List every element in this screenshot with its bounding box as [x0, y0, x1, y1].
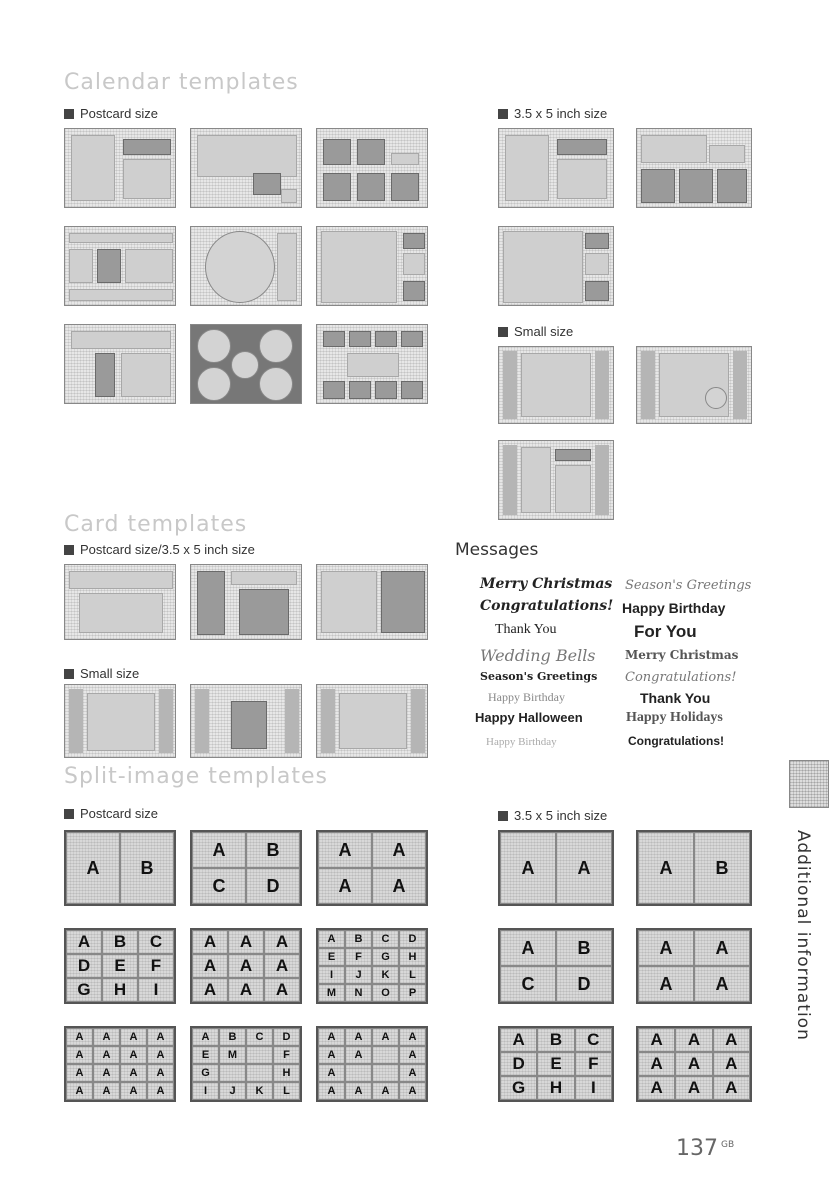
page-number [676, 1136, 734, 1161]
bullet-square-icon [64, 109, 74, 119]
split-cell-label: A [147, 1028, 174, 1046]
split-cell-label: A [192, 954, 228, 978]
split-cell-label: C [192, 868, 246, 904]
split-cell-label: A [318, 930, 345, 948]
split-cell-label: A [372, 868, 426, 904]
card-template-thumbnail [64, 684, 176, 758]
split-template-thumbnail [498, 1026, 614, 1102]
split-cell-label: B [219, 1028, 246, 1046]
bullet-square-icon [498, 109, 508, 119]
split-cell-label: A [345, 1082, 372, 1100]
split-cell-label: E [102, 954, 138, 978]
calendar-template-thumbnail [316, 128, 428, 208]
calendar-template-thumbnail [316, 324, 428, 404]
split-cell-label: A [120, 1064, 147, 1082]
bullet-square-icon [498, 811, 508, 821]
split-cell-label: A [399, 1028, 426, 1046]
message-item: Thank You [640, 690, 711, 706]
split-cell-label: A [713, 1028, 750, 1052]
card-template-thumbnail [64, 564, 176, 640]
split-cell-label: A [694, 966, 750, 1002]
split-cell-label: H [273, 1064, 300, 1082]
split-cell-label: B [537, 1028, 574, 1052]
split-cell-label: A [192, 930, 228, 954]
split-cell-label [219, 1064, 246, 1082]
calendar-template-thumbnail [190, 226, 302, 306]
message-item: Happy Birthday [488, 690, 565, 704]
split-cell-label: A [120, 1028, 147, 1046]
split-cell-label: A [638, 966, 694, 1002]
split-cell-label: A [694, 930, 750, 966]
split-template-thumbnail [316, 1026, 428, 1102]
calendar-template-thumbnail [636, 128, 752, 208]
split-cell-label: M [219, 1046, 246, 1064]
split-template-thumbnail [636, 1026, 752, 1102]
message-item: Happy Birthday [486, 736, 557, 748]
message-item: Season's Greetings [625, 578, 752, 593]
split-cell-label: B [556, 930, 612, 966]
split-cell-label: B [694, 832, 750, 904]
calendar-small-label [498, 324, 573, 339]
split-cell-label: A [638, 1028, 675, 1052]
messages-title: Messages [455, 540, 539, 560]
split-cell-label: A [264, 954, 300, 978]
split-cell-label: A [713, 1076, 750, 1100]
calendar-templates-title: Calendar templates [64, 70, 299, 95]
split-cell-label: A [675, 1028, 712, 1052]
message-item: Happy Holidays [626, 710, 723, 725]
split-cell-label: A [713, 1052, 750, 1076]
split-cell-label: A [93, 1028, 120, 1046]
split-cell-label: D [66, 954, 102, 978]
message-item: Congratulations! [625, 670, 737, 685]
split-cell-label: C [575, 1028, 612, 1052]
split-postcard-label [64, 806, 158, 821]
split-template-thumbnail [190, 928, 302, 1004]
bullet-square-icon [498, 327, 508, 337]
split-cell-label: A [556, 832, 612, 904]
card-small-label [64, 666, 139, 681]
split-cell-label: I [192, 1082, 219, 1100]
split-cell-label: A [93, 1046, 120, 1064]
message-item: Season's Greetings [480, 670, 598, 683]
message-item: Thank You [495, 622, 557, 637]
split-template-thumbnail [316, 830, 428, 906]
calendar-template-thumbnail [190, 128, 302, 208]
split-cell-label: C [246, 1028, 273, 1046]
split-cell-label: N [345, 984, 372, 1002]
split-cell-label: L [399, 966, 426, 984]
calendar-template-thumbnail [498, 128, 614, 208]
split-cell-label: C [500, 966, 556, 1002]
split-cell-label: A [120, 1046, 147, 1064]
split-cell-label: A [93, 1064, 120, 1082]
split-cell-label: P [399, 984, 426, 1002]
card-templates-title: Card templates [64, 512, 248, 537]
split-template-thumbnail [190, 1026, 302, 1102]
calendar-template-thumbnail [498, 440, 614, 520]
message-item: Congratulations! [628, 734, 724, 748]
split-cell-label: A [318, 1046, 345, 1064]
split-cell-label: A [66, 1064, 93, 1082]
split-cell-label: F [575, 1052, 612, 1076]
split-cell-label: D [556, 966, 612, 1002]
calendar-template-thumbnail [64, 226, 176, 306]
split-inch-label [498, 808, 607, 823]
split-cell-label: A [500, 930, 556, 966]
split-cell-label: F [273, 1046, 300, 1064]
card-small-label-text: Small size [80, 666, 140, 681]
split-cell-label: A [93, 1082, 120, 1100]
split-cell-label: L [273, 1082, 300, 1100]
split-cell-label: D [273, 1028, 300, 1046]
split-cell-label: I [318, 966, 345, 984]
split-template-thumbnail [64, 1026, 176, 1102]
split-cell-label: A [500, 1028, 537, 1052]
split-cell-label: A [318, 832, 372, 868]
split-template-thumbnail [190, 830, 302, 906]
page-suffix: GB [721, 1140, 735, 1150]
split-cell-label: A [345, 1028, 372, 1046]
split-cell-label: A [318, 1082, 345, 1100]
split-cell-label: M [318, 984, 345, 1002]
split-cell-label: C [372, 930, 399, 948]
split-cell-label: E [192, 1046, 219, 1064]
split-cell-label: J [219, 1082, 246, 1100]
split-template-thumbnail [64, 830, 176, 906]
split-cell-label: A [192, 978, 228, 1002]
calendar-small-label-text: Small size [514, 324, 574, 339]
split-cell-label: A [399, 1082, 426, 1100]
split-cell-label: B [345, 930, 372, 948]
split-cell-label: F [138, 954, 174, 978]
split-cell-label: A [147, 1082, 174, 1100]
message-item: Wedding Bells [480, 646, 596, 665]
split-cell-label: A [147, 1064, 174, 1082]
split-cell-label: A [318, 1064, 345, 1082]
split-cell-label: A [66, 1046, 93, 1064]
split-cell-label: A [228, 930, 264, 954]
split-template-thumbnail [498, 928, 614, 1004]
message-item: Merry Christmas [480, 576, 613, 592]
split-cell-label [246, 1064, 273, 1082]
split-cell-label: K [246, 1082, 273, 1100]
split-cell-label: A [66, 1028, 93, 1046]
split-cell-label: B [102, 930, 138, 954]
split-cell-label: A [638, 832, 694, 904]
page-number-value: 137 [676, 1136, 718, 1161]
split-cell-label: K [372, 966, 399, 984]
split-cell-label: E [318, 948, 345, 966]
side-section-label: Additional information [793, 830, 813, 1041]
split-cell-label: A [500, 832, 556, 904]
split-cell-label: B [246, 832, 300, 868]
split-cell-label: A [675, 1052, 712, 1076]
split-cell-label: G [66, 978, 102, 1002]
bullet-square-icon [64, 545, 74, 555]
card-postcard-label [64, 542, 255, 557]
split-cell-label: G [500, 1076, 537, 1100]
split-cell-label [372, 1046, 399, 1064]
split-cell-label: A [675, 1076, 712, 1100]
split-cell-label: I [138, 978, 174, 1002]
split-cell-label: D [246, 868, 300, 904]
split-cell-label: D [500, 1052, 537, 1076]
split-cell-label: A [66, 1082, 93, 1100]
split-template-thumbnail [64, 928, 176, 1004]
calendar-template-thumbnail [498, 226, 614, 306]
split-cell-label: G [372, 948, 399, 966]
split-cell-label: A [638, 1076, 675, 1100]
calendar-postcard-label [64, 106, 158, 121]
split-cell-label: H [102, 978, 138, 1002]
split-cell-label: A [372, 1028, 399, 1046]
calendar-template-thumbnail [64, 324, 176, 404]
message-item: Congratulations! [480, 598, 614, 614]
split-cell-label: A [228, 978, 264, 1002]
section-tab-marker [789, 760, 829, 808]
split-cell-label: A [192, 1028, 219, 1046]
split-cell-label: A [638, 930, 694, 966]
bullet-square-icon [64, 669, 74, 679]
split-template-thumbnail [316, 928, 428, 1004]
split-cell-label: A [192, 832, 246, 868]
calendar-inch-label-text: 3.5 x 5 inch size [514, 106, 608, 121]
split-cell-label: A [345, 1046, 372, 1064]
split-cell-label: A [66, 832, 120, 904]
card-postcard-label-text: Postcard size/3.5 x 5 inch size [80, 542, 255, 557]
split-cell-label [345, 1064, 372, 1082]
split-cell-label: A [120, 1082, 147, 1100]
split-cell-label: A [228, 954, 264, 978]
split-cell-label: O [372, 984, 399, 1002]
split-cell-label: I [575, 1076, 612, 1100]
split-cell-label: B [120, 832, 174, 904]
card-template-thumbnail [316, 684, 428, 758]
split-cell-label: A [372, 832, 426, 868]
split-cell-label: A [638, 1052, 675, 1076]
split-templates-title: Split-image templates [64, 764, 329, 789]
split-cell-label: A [147, 1046, 174, 1064]
calendar-template-thumbnail [498, 346, 614, 424]
split-cell-label: A [318, 868, 372, 904]
split-cell-label: J [345, 966, 372, 984]
split-cell-label: H [399, 948, 426, 966]
card-template-thumbnail [316, 564, 428, 640]
split-postcard-label-text: Postcard size [80, 806, 159, 821]
split-cell-label: A [264, 930, 300, 954]
bullet-square-icon [64, 809, 74, 819]
card-template-thumbnail [190, 684, 302, 758]
split-cell-label: A [264, 978, 300, 1002]
calendar-postcard-label-text: Postcard size [80, 106, 159, 121]
split-cell-label: A [372, 1082, 399, 1100]
split-cell-label [372, 1064, 399, 1082]
split-cell-label: A [318, 1028, 345, 1046]
calendar-template-thumbnail [64, 128, 176, 208]
split-cell-label: D [399, 930, 426, 948]
calendar-inch-label [498, 106, 607, 121]
message-item: Happy Birthday [622, 600, 726, 616]
split-cell-label: C [138, 930, 174, 954]
split-template-thumbnail [636, 928, 752, 1004]
split-cell-label: A [399, 1064, 426, 1082]
calendar-template-thumbnail [190, 324, 302, 404]
card-template-thumbnail [190, 564, 302, 640]
message-item: Happy Halloween [475, 710, 583, 725]
split-cell-label [246, 1046, 273, 1064]
calendar-template-thumbnail [636, 346, 752, 424]
split-cell-label: A [66, 930, 102, 954]
split-cell-label: E [537, 1052, 574, 1076]
message-item: Merry Christmas [625, 648, 739, 662]
split-cell-label: G [192, 1064, 219, 1082]
split-template-thumbnail [636, 830, 752, 906]
calendar-template-thumbnail [316, 226, 428, 306]
split-template-thumbnail [498, 830, 614, 906]
split-inch-label-text: 3.5 x 5 inch size [514, 808, 608, 823]
split-cell-label: H [537, 1076, 574, 1100]
split-cell-label: F [345, 948, 372, 966]
split-cell-label: A [399, 1046, 426, 1064]
message-item: For You [634, 622, 697, 641]
